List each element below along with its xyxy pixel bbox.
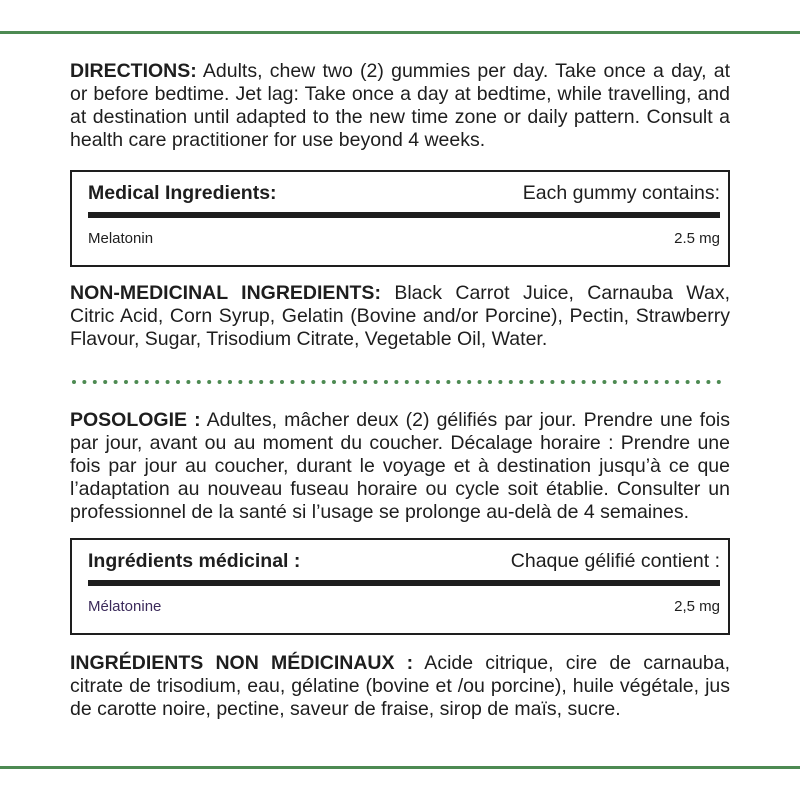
medical-table-en-header	[88, 182, 720, 205]
directions-en	[70, 60, 730, 152]
directions-fr-text: Adultes, mâcher deux (2) gélifiés par jour. Prendre une fois par jour, avant ou au moment du coucher. Décalage horaire : Prendre une fois par jour au coucher, durant le voyage et à destination jusqu’à ce que l’adaptation au nouveau fuseau horaire ou cycle soit établie. Consulter un professionnel de la santé si l’usage se prolonge au-delà de 4 semaines.	[70, 409, 730, 523]
directions-en-heading: DIRECTIONS:	[70, 60, 197, 82]
medical-table-en-per-unit: Each gummy contains:	[522, 182, 720, 204]
medical-table-fr-divider	[88, 580, 720, 586]
top-green-rule	[0, 31, 800, 34]
non-medicinal-fr	[70, 652, 730, 721]
non-medicinal-fr-text: Acide citrique, cire de carnauba, citrate de trisodium, eau, gélatine (bovine et /ou porcine), huile végétale, jus de carotte noire, pectine, saveur de fraise, sirop de maïs, sucre.	[70, 652, 730, 720]
non-medicinal-en-text: Black Carrot Juice, Carnauba Wax, Citric Acid, Corn Syrup, Gelatin (Bovine and/or Porcine), Pectin, Strawberry Flavour, Sugar, Trisodium Citrate, Vegetable Oil, Water.	[70, 282, 730, 350]
medical-table-fr-header	[88, 550, 720, 573]
medical-table-fr-ingredient: Mélatonine	[88, 598, 162, 615]
medical-table-en-ingredient: Melatonin	[88, 230, 154, 247]
non-medicinal-en	[70, 282, 730, 351]
medical-ingredients-table-fr	[70, 538, 730, 635]
medical-table-en-row	[88, 230, 720, 247]
bottom-green-rule	[0, 766, 800, 769]
medical-table-fr-per-unit: Chaque gélifié contient :	[510, 550, 720, 572]
medical-table-en-divider	[88, 212, 720, 218]
directions-fr	[70, 409, 730, 524]
medical-table-fr-amount: 2,5 mg	[674, 598, 720, 615]
dotted-separator	[72, 378, 728, 386]
non-medicinal-fr-heading: INGRÉDIENTS NON MÉDICINAUX :	[70, 652, 414, 674]
directions-en-text: Adults, chew two (2) gummies per day. Take once a day, at or before bedtime. Jet lag: Take once a day at bedtime, while travelling, and at destination until adapted to the new time zone or daily pattern. Consult a health care practitioner for use beyond 4 weeks.	[70, 60, 730, 151]
medical-ingredients-table-en	[70, 170, 730, 267]
medical-table-en-amount: 2.5 mg	[674, 230, 720, 247]
medical-table-en-title: Medical Ingredients:	[88, 182, 277, 204]
directions-fr-heading: POSOLOGIE :	[70, 409, 201, 431]
medical-table-fr-row	[88, 598, 720, 615]
non-medicinal-en-heading: NON-MEDICINAL INGREDIENTS:	[70, 282, 381, 304]
medical-table-fr-title: Ingrédients médicinal :	[88, 550, 301, 572]
